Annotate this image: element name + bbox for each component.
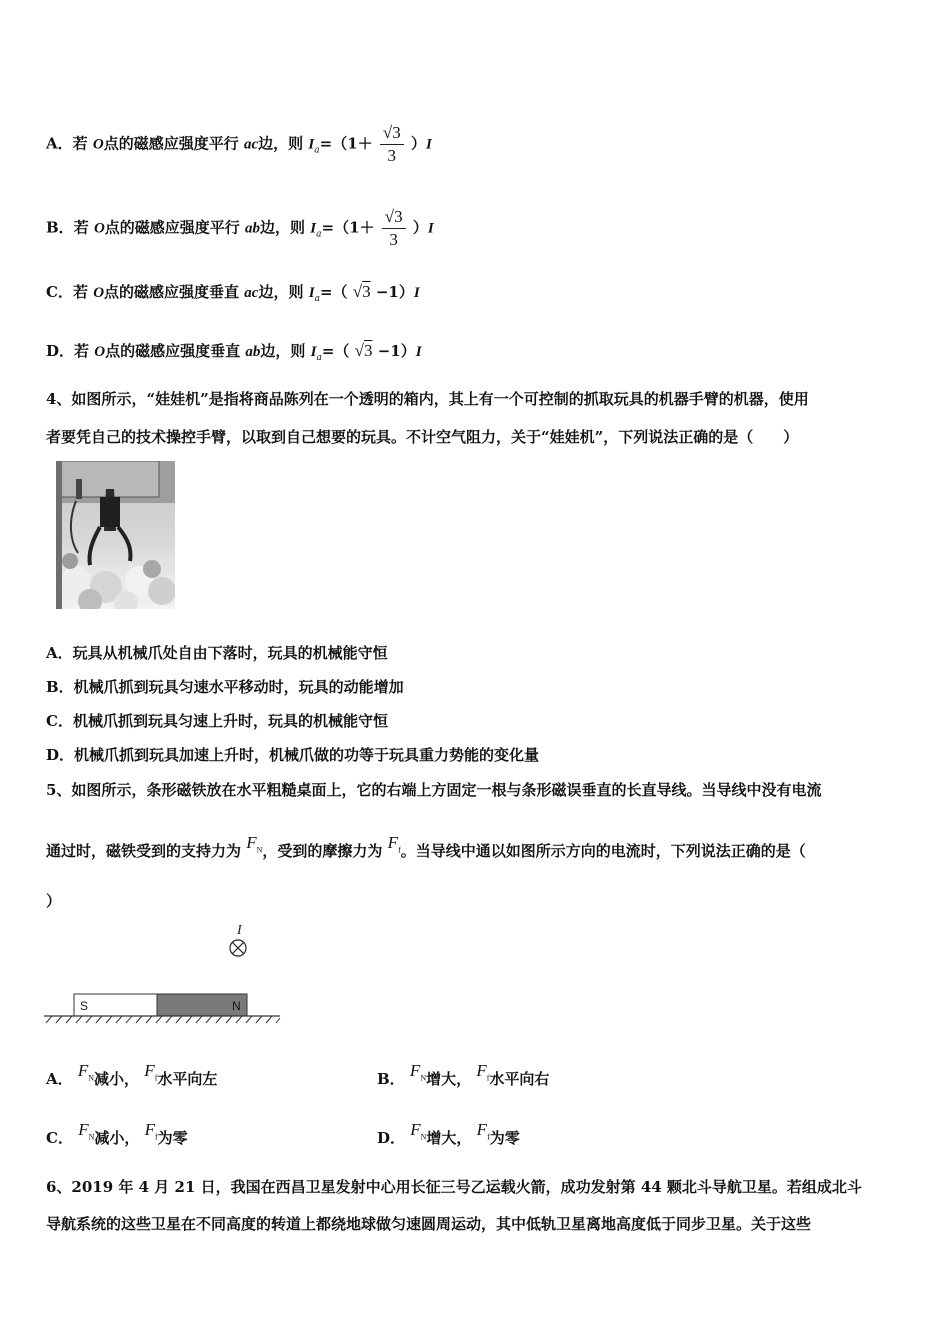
- q5-stem-line2: 通过时，磁铁受到的支持力为 $F_N$，受到的摩擦力为 $F_f$。当导线中通以如图所示方向的电流时，下列说法正确的是（: [46, 833, 806, 860]
- q4-stem-line1: 4、如图所示，“娃娃机”是指将商品陈列在一个透明的箱内，其上有一个可控制的抓取玩具的机器手臂的机器，使用: [46, 390, 809, 408]
- svg-text:S: S: [80, 999, 89, 1013]
- q5-option-d: D． $F_N$增大， $F_f$为零: [377, 1120, 520, 1147]
- q4-option-d: D．机械爪抓到玩具加速上升时，机械爪做的功等于玩具重力势能的变化量: [46, 746, 540, 764]
- force-fn: $F_N$: [246, 833, 263, 855]
- q5-option-c: C． $F_N$减小， $F_f$为零: [46, 1120, 188, 1147]
- sqrt: √3: [354, 341, 373, 360]
- current-label: I: [237, 923, 242, 938]
- current-into-page-icon: [230, 940, 246, 956]
- claw-machine-photo: [56, 461, 175, 609]
- q3-option-a: A．若 O点的磁感应强度平行 ac边，则 $I_a=(1+$ $\frac{√3}{3}$ ）I: [46, 123, 432, 165]
- q3-option-b: B．若 O点的磁感应强度平行 ab边，则 $I_a=(1+$ $\frac{√3}{3}$ ）I: [46, 207, 434, 249]
- force-ff: $F_f$: [387, 833, 401, 855]
- q5-option-a: A． $F_N$减小， $F_f$水平向左: [46, 1061, 218, 1088]
- q3-option-d: D．若 O点的磁感应强度垂直 ab边，则 $I_a=$（ √3 −1）I: [46, 341, 422, 363]
- fraction: $\frac{√3}{3}$: [380, 122, 404, 167]
- fraction: $\frac{√3}{3}$: [382, 206, 406, 251]
- q5-option-b: B． $F_N$增大， $F_f$水平向右: [377, 1061, 550, 1088]
- q4-option-c: C．机械爪抓到玩具匀速上升时，玩具的机械能守恒: [46, 712, 388, 730]
- q5-stem-line1: 5、如图所示，条形磁铁放在水平粗糙桌面上，它的右端上方固定一根与条形磁误垂直的长直导线。当导线中没有电流: [46, 781, 822, 799]
- svg-text:N: N: [232, 999, 241, 1013]
- q6-stem-line2: 导航系统的这些卫星在不同高度的转道上都绕地球做匀速圆周运动，其中低轨卫星离地高度低于同步卫星。关于这些: [46, 1215, 812, 1233]
- magnet-figure: [44, 920, 284, 1030]
- table-hatching: [46, 1016, 280, 1023]
- q6-stem-line1: 6、2019 年 4 月 21 日，我国在西昌卫星发射中心用长征三号乙运载火箭，成功发射第 44 颗北斗导航卫星。若组成北斗: [46, 1178, 862, 1196]
- sqrt: √3: [352, 282, 371, 301]
- q4-stem-line2: 者要凭自己的技术操控手臂，以取到自己想要的玩具。不计空气阻力，关于“娃娃机”，下列说法正确的是（ ）: [46, 428, 799, 446]
- q4-option-a: A．玩具从机械爪处自由下落时，玩具的机械能守恒: [46, 644, 388, 662]
- q5-stem-line3: ）: [46, 892, 62, 910]
- q4-option-b: B．机械爪抓到玩具匀速水平移动时，玩具的动能增加: [46, 678, 404, 696]
- q3-option-c: C．若 O点的磁感应强度垂直 ac边，则 $I_a=$（ √3 −1）I: [46, 282, 420, 304]
